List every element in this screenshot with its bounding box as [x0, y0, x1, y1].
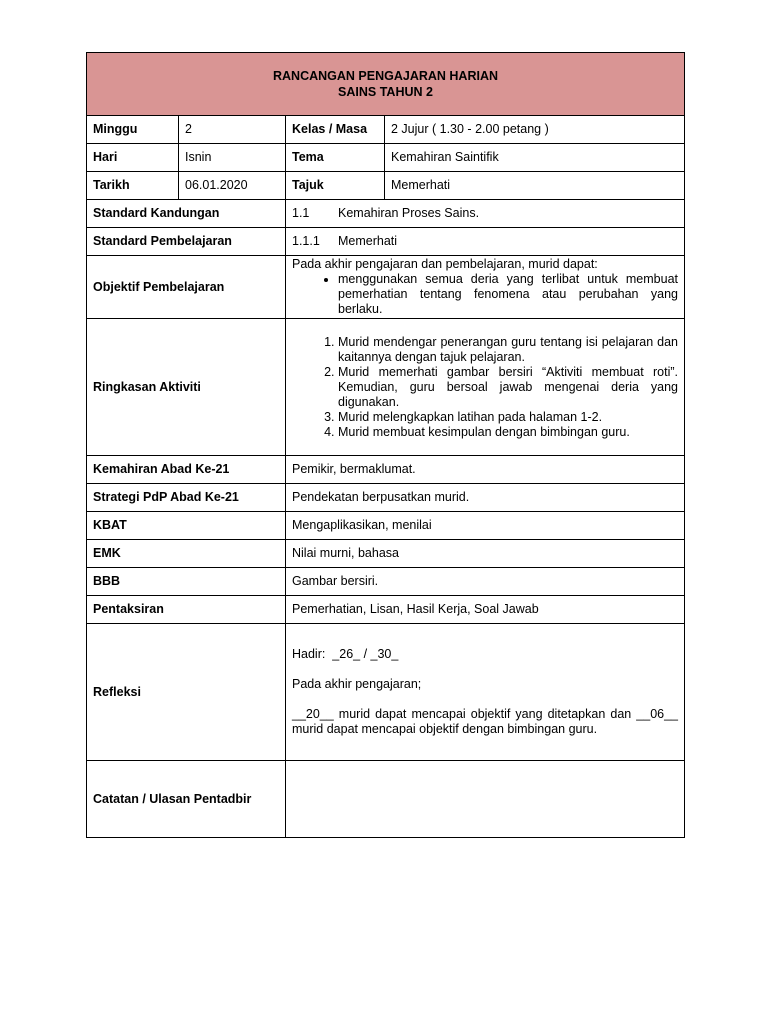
row-pentaksiran — [87, 596, 685, 624]
strategi-value: Pendekatan berpusatkan murid. — [286, 484, 685, 512]
standard-kandungan-label: Standard Kandungan — [87, 200, 286, 228]
kbat-value: Mengaplikasikan, menilai — [286, 512, 685, 540]
row-catatan — [87, 761, 685, 838]
kelas-label: Kelas / Masa — [286, 116, 385, 144]
title-line-1: RANCANGAN PENGAJARAN HARIAN — [273, 69, 499, 83]
kelas-value: 2 Jujur ( 1.30 - 2.00 petang ) — [385, 116, 685, 144]
emk-value: Nilai murni, bahasa — [286, 540, 685, 568]
strategi-label: Strategi PdP Abad Ke-21 — [87, 484, 286, 512]
row-aktiviti — [87, 319, 685, 456]
aktiviti-item: 2. Murid memerhati gambar bersiri “Aktiviti membuat roti”. Kemudian, guru bersoal jawab mengenai deria yang digunakan. — [338, 365, 678, 410]
standard-kandungan-text: Kemahiran Proses Sains. — [338, 206, 480, 220]
row-minggu — [87, 116, 685, 144]
pentaksiran-label: Pentaksiran — [87, 596, 286, 624]
catatan-value — [286, 761, 685, 838]
row-standard-pembelajaran — [87, 228, 685, 256]
row-refleksi — [87, 624, 685, 761]
hari-label: Hari — [87, 144, 179, 172]
row-bbb — [87, 568, 685, 596]
objektif-list — [292, 272, 678, 317]
row-standard-kandungan — [87, 200, 685, 228]
kbat-label: KBAT — [87, 512, 286, 540]
title-row — [87, 53, 685, 116]
standard-kandungan-value — [286, 200, 685, 228]
refleksi-value — [286, 624, 685, 761]
refleksi-summary: __20__ murid dapat mencapai objektif yang ditetapkan dan __06__ murid dapat mencapai objektif dengan bimbingan guru. — [292, 707, 679, 736]
row-objektif — [87, 256, 685, 319]
tajuk-label: Tajuk — [286, 172, 385, 200]
tajuk-value: Memerhati — [385, 172, 685, 200]
refleksi-hadir: Hadir: _26_ / _30_ — [292, 647, 399, 661]
aktiviti-item: 1. Murid mendengar penerangan guru tentang isi pelajaran dan kaitannya dengan tajuk pelajaran. — [338, 335, 678, 365]
row-emk — [87, 540, 685, 568]
pentaksiran-value: Pemerhatian, Lisan, Hasil Kerja, Soal Jawab — [286, 596, 685, 624]
row-kbat — [87, 512, 685, 540]
tema-label: Tema — [286, 144, 385, 172]
row-tarikh — [87, 172, 685, 200]
refleksi-label: Refleksi — [87, 624, 286, 761]
standard-pembelajaran-text: Memerhati — [338, 234, 398, 248]
minggu-value: 2 — [179, 116, 286, 144]
standard-pembelajaran-label: Standard Pembelajaran — [87, 228, 286, 256]
objektif-item: • menggunakan semua deria yang terlibat untuk membuat pemerhatian tentang fenomena atau perubahan yang berlaku. — [338, 272, 678, 317]
aktiviti-label: Ringkasan Aktiviti — [87, 319, 286, 456]
standard-pembelajaran-value — [286, 228, 685, 256]
tarikh-label: Tarikh — [87, 172, 179, 200]
catatan-label: Catatan / Ulasan Pentadbir — [87, 761, 286, 838]
hari-value: Isnin — [179, 144, 286, 172]
row-kemahiran-abad — [87, 456, 685, 484]
row-strategi — [87, 484, 685, 512]
row-hari — [87, 144, 685, 172]
bbb-label: BBB — [87, 568, 286, 596]
tarikh-value: 06.01.2020 — [179, 172, 286, 200]
emk-label: EMK — [87, 540, 286, 568]
objektif-value — [286, 256, 685, 319]
title-cell — [87, 53, 685, 116]
standard-kandungan-code: 1.1 — [292, 206, 310, 220]
tema-value: Kemahiran Saintifik — [385, 144, 685, 172]
kemahiran-abad-label: Kemahiran Abad Ke-21 — [87, 456, 286, 484]
kemahiran-abad-value: Pemikir, bermaklumat. — [286, 456, 685, 484]
objektif-intro: Pada akhir pengajaran dan pembelajaran, murid dapat: — [292, 257, 598, 271]
refleksi-intro: Pada akhir pengajaran; — [292, 677, 422, 691]
title-line-2: SAINS TAHUN 2 — [338, 85, 433, 99]
aktiviti-item: 4. Murid membuat kesimpulan dengan bimbingan guru. — [338, 425, 678, 440]
standard-pembelajaran-code: 1.1.1 — [292, 234, 320, 248]
lesson-plan-table — [86, 52, 685, 838]
aktiviti-list — [292, 335, 678, 440]
minggu-label: Minggu — [87, 116, 179, 144]
aktiviti-value — [286, 319, 685, 456]
objektif-label: Objektif Pembelajaran — [87, 256, 286, 319]
bbb-value: Gambar bersiri. — [286, 568, 685, 596]
aktiviti-item: 3. Murid melengkapkan latihan pada halaman 1-2. — [338, 410, 678, 425]
